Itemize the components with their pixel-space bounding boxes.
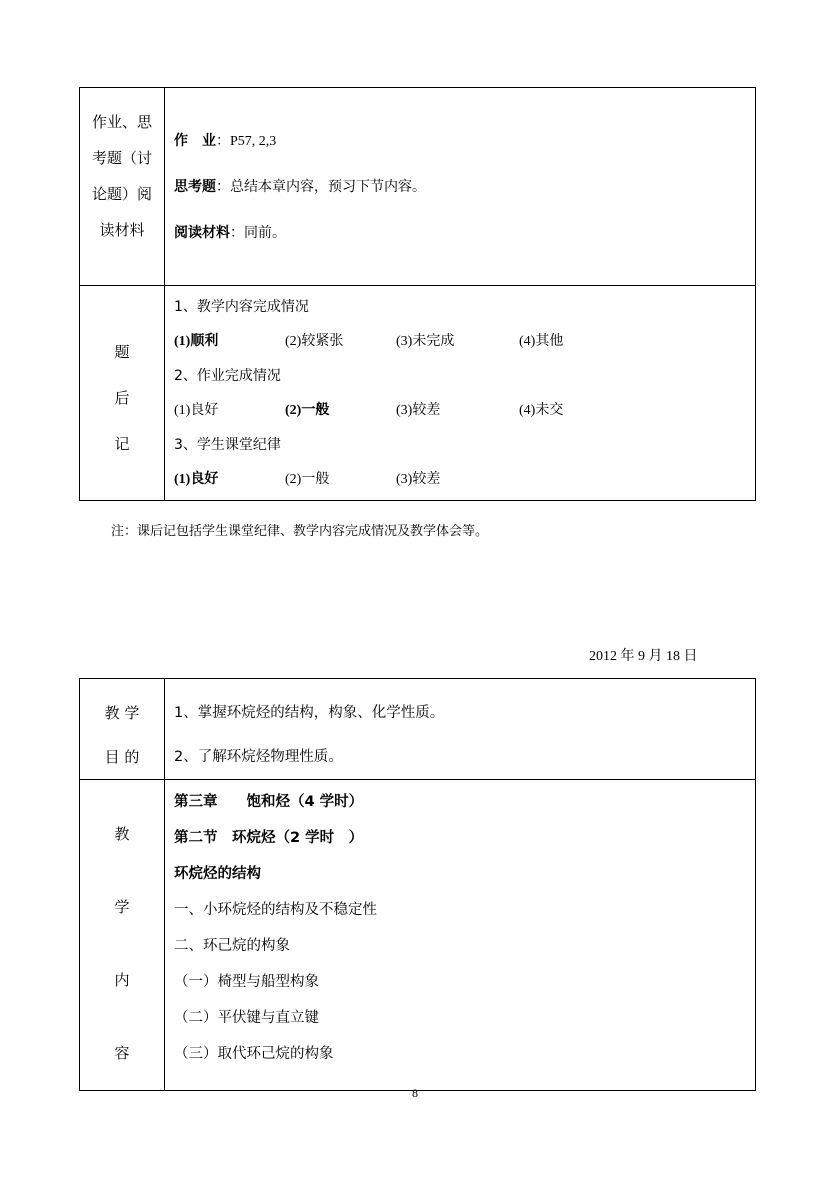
date: 2012 年 9 月 18 日 <box>589 649 698 664</box>
option-row <box>174 463 755 498</box>
thinking-label: 思考题 <box>174 179 216 195</box>
label-line: 题 <box>114 343 130 361</box>
outline-item: 二、环己烷的构象 <box>174 938 290 954</box>
option: (4)其他 <box>519 333 564 349</box>
label-line: 教 学 <box>104 704 140 722</box>
outline-item: 一、小环烷烃的结构及不稳定性 <box>174 902 377 918</box>
label-line: 目 的 <box>104 748 140 766</box>
option: (2)较紧张 <box>285 333 344 349</box>
homework-value: ：P57, 2,3 <box>216 134 277 149</box>
option: (4)未交 <box>519 402 564 418</box>
label-line: 学 <box>114 898 130 916</box>
content-body-cell <box>165 780 756 1091</box>
outline-item: （一）椅型与船型构象 <box>174 974 319 990</box>
homework-row <box>80 88 756 286</box>
reflection-content-cell <box>165 286 756 501</box>
goal-item: 1、掌握环烷烃的结构，构象、化学性质。 <box>174 705 445 721</box>
goals-row <box>80 679 756 780</box>
option-selected: (1)顺利 <box>174 333 219 349</box>
option-selected: (1)良好 <box>174 471 219 487</box>
label-line: 读材料 <box>99 221 145 239</box>
option-row <box>174 325 755 360</box>
page-number: 8 <box>412 1086 418 1100</box>
topic-title: 环烷烃的结构 <box>174 866 261 882</box>
label-line: 论题）阅 <box>91 185 152 203</box>
goals-label-cell <box>80 679 165 780</box>
option: (3)未完成 <box>396 333 455 349</box>
lesson-plan-table <box>79 678 756 1091</box>
footnote: 注：课后记包括学生课堂纪律、教学内容完成情况及教学体会等。 <box>111 524 489 539</box>
reading-line <box>174 222 755 262</box>
content-row <box>80 780 756 1091</box>
goal-item: 2、了解环烷烃物理性质。 <box>174 749 343 765</box>
reflection-label-cell <box>80 286 165 501</box>
label-line: 后 <box>114 389 130 407</box>
option: (3)较差 <box>396 402 441 418</box>
label-line: 记 <box>114 435 130 453</box>
outline-item: （三）取代环己烷的构象 <box>174 1046 334 1062</box>
section-heading: 3、学生课堂纪律 <box>174 437 281 453</box>
option: (1)良好 <box>174 402 219 418</box>
option: (3)较差 <box>396 471 441 487</box>
thinking-line <box>174 176 755 222</box>
reading-label: 阅读材料 <box>174 225 230 241</box>
goals-content-cell <box>165 679 756 780</box>
label-line: 内 <box>114 971 130 989</box>
section-heading: 1、教学内容完成情况 <box>174 299 309 315</box>
outline-item: （二）平伏键与直立键 <box>174 1010 319 1026</box>
label-line: 容 <box>114 1044 130 1062</box>
section-title: 第二节 环烷烃（2 学时 ） <box>174 830 364 846</box>
label-line: 作业、思 <box>91 113 152 131</box>
chapter-title: 第三章 饱和烃（4 学时） <box>174 794 364 810</box>
homework-label: 作 业 <box>174 133 216 149</box>
homework-label-cell <box>80 88 165 286</box>
thinking-value: ：总结本章内容，预习下节内容。 <box>216 179 426 195</box>
label-line: 考题（讨 <box>91 149 152 167</box>
reading-value: ：同前。 <box>230 225 286 241</box>
homework-content-cell <box>165 88 756 286</box>
section-heading: 2、作业完成情况 <box>174 368 281 384</box>
content-label-cell <box>80 780 165 1091</box>
homework-line <box>174 130 755 176</box>
option-row <box>174 394 755 429</box>
reflection-row <box>80 286 756 501</box>
option: (2)一般 <box>285 471 330 487</box>
option-selected: (2)一般 <box>285 402 330 418</box>
record-table <box>79 87 756 501</box>
label-line: 教 <box>114 825 130 843</box>
